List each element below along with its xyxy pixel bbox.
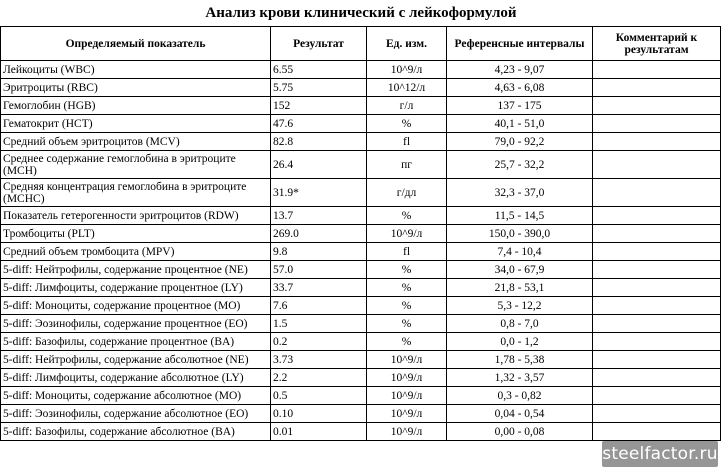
unit-cell: 10^9/л xyxy=(367,387,447,405)
comment-cell xyxy=(593,179,721,207)
reference-cell: 1,32 - 3,57 xyxy=(447,369,593,387)
column-header-result: Результат xyxy=(271,27,367,61)
table-row xyxy=(1,405,721,423)
comment-cell xyxy=(593,115,721,133)
unit-cell: fl xyxy=(367,133,447,151)
indicator-cell: 5-diff: Моноциты, содержание процентное (MO) xyxy=(1,297,271,315)
result-cell: 26.4 xyxy=(271,151,367,179)
comment-cell xyxy=(593,97,721,115)
result-cell: 1.5 xyxy=(271,315,367,333)
reference-cell: 137 - 175 xyxy=(447,97,593,115)
unit-cell: г/дл xyxy=(367,179,447,207)
comment-cell xyxy=(593,79,721,97)
unit-cell: 10^9/л xyxy=(367,225,447,243)
column-header-comment: Комментарий к результатам xyxy=(593,27,721,61)
indicator-cell: 5-diff: Нейтрофилы, содержание процентное (NE) xyxy=(1,261,271,279)
result-cell: 47.6 xyxy=(271,115,367,133)
unit-cell: 10^9/л xyxy=(367,61,447,79)
reference-cell: 40,1 - 51,0 xyxy=(447,115,593,133)
table-row xyxy=(1,261,721,279)
comment-cell xyxy=(593,151,721,179)
comment-cell xyxy=(593,133,721,151)
unit-cell: г/л xyxy=(367,97,447,115)
table-row xyxy=(1,243,721,261)
result-cell: 33.7 xyxy=(271,279,367,297)
result-cell: 152 xyxy=(271,97,367,115)
indicator-cell: 5-diff: Моноциты, содержание абсолютное (MO) xyxy=(1,387,271,405)
reference-cell: 7,4 - 10,4 xyxy=(447,243,593,261)
table-row xyxy=(1,315,721,333)
reference-cell: 5,3 - 12,2 xyxy=(447,297,593,315)
indicator-cell: 5-diff: Эозинофилы, содержание абсолютное (EO) xyxy=(1,405,271,423)
table-row xyxy=(1,97,721,115)
reference-cell: 21,8 - 53,1 xyxy=(447,279,593,297)
unit-cell: 10^9/л xyxy=(367,369,447,387)
comment-cell xyxy=(593,333,721,351)
reference-cell: 150,0 - 390,0 xyxy=(447,225,593,243)
indicator-cell: 5-diff: Эозинофилы, содержание процентное (EO) xyxy=(1,315,271,333)
result-cell: 5.75 xyxy=(271,79,367,97)
comment-cell xyxy=(593,423,721,441)
table-row xyxy=(1,423,721,441)
document-title: Анализ крови клинический с лейкоформулой xyxy=(205,5,517,21)
table-row xyxy=(1,351,721,369)
unit-cell: пг xyxy=(367,151,447,179)
reference-cell: 4,23 - 9,07 xyxy=(447,61,593,79)
result-cell: 0.01 xyxy=(271,423,367,441)
unit-cell: % xyxy=(367,261,447,279)
indicator-cell: 5-diff: Лимфоциты, содержание процентное (LY) xyxy=(1,279,271,297)
table-row xyxy=(1,79,721,97)
indicator-cell: Гемоглобин (HGB) xyxy=(1,97,271,115)
indicator-cell: Среднее содержание гемоглобина в эритроците (MCH) xyxy=(1,151,271,179)
unit-cell: % xyxy=(367,115,447,133)
table-row xyxy=(1,297,721,315)
table-header-row xyxy=(1,27,721,61)
column-header-unit: Ед. изм. xyxy=(367,27,447,61)
table-row xyxy=(1,133,721,151)
reference-cell: 34,0 - 67,9 xyxy=(447,261,593,279)
result-cell: 3.73 xyxy=(271,351,367,369)
result-cell: 7.6 xyxy=(271,297,367,315)
table-row xyxy=(1,179,721,207)
table-body xyxy=(1,61,721,441)
reference-cell: 25,7 - 32,2 xyxy=(447,151,593,179)
table-row xyxy=(1,207,721,225)
comment-cell xyxy=(593,369,721,387)
reference-cell: 0,04 - 0,54 xyxy=(447,405,593,423)
result-cell: 13.7 xyxy=(271,207,367,225)
indicator-cell: Гематокрит (HCT) xyxy=(1,115,271,133)
table-row xyxy=(1,225,721,243)
comment-cell xyxy=(593,315,721,333)
comment-cell xyxy=(593,351,721,369)
unit-cell: % xyxy=(367,297,447,315)
unit-cell: 10^9/л xyxy=(367,351,447,369)
indicator-cell: Лейкоциты (WBC) xyxy=(1,61,271,79)
table-row xyxy=(1,387,721,405)
result-cell: 0.10 xyxy=(271,405,367,423)
results-table xyxy=(0,26,721,441)
result-cell: 82.8 xyxy=(271,133,367,151)
reference-cell: 0,00 - 0,08 xyxy=(447,423,593,441)
table-row xyxy=(1,151,721,179)
comment-cell xyxy=(593,225,721,243)
comment-cell xyxy=(593,279,721,297)
reference-cell: 0,0 - 1,2 xyxy=(447,333,593,351)
unit-cell: 10^9/л xyxy=(367,405,447,423)
result-cell: 0.5 xyxy=(271,387,367,405)
column-header-reference: Референсные интервалы xyxy=(447,27,593,61)
comment-cell xyxy=(593,207,721,225)
reference-cell: 4,63 - 6,08 xyxy=(447,79,593,97)
indicator-cell: Показатель гетерогенности эритроцитов (RDW) xyxy=(1,207,271,225)
result-cell: 6.55 xyxy=(271,61,367,79)
comment-cell xyxy=(593,387,721,405)
table-row xyxy=(1,333,721,351)
comment-cell xyxy=(593,297,721,315)
comment-cell xyxy=(593,243,721,261)
comment-cell xyxy=(593,61,721,79)
indicator-cell: 5-diff: Лимфоциты, содержание абсолютное (LY) xyxy=(1,369,271,387)
reference-cell: 1,78 - 5,38 xyxy=(447,351,593,369)
table-row xyxy=(1,115,721,133)
indicator-cell: Эритроциты (RBC) xyxy=(1,79,271,97)
indicator-cell: 5-diff: Нейтрофилы, содержание абсолютное (NE) xyxy=(1,351,271,369)
result-cell: 2.2 xyxy=(271,369,367,387)
reference-cell: 32,3 - 37,0 xyxy=(447,179,593,207)
unit-cell: % xyxy=(367,333,447,351)
comment-cell xyxy=(593,405,721,423)
reference-cell: 11,5 - 14,5 xyxy=(447,207,593,225)
reference-cell: 79,0 - 92,2 xyxy=(447,133,593,151)
unit-cell: % xyxy=(367,207,447,225)
indicator-cell: Средняя концентрация гемоглобина в эритроците (MCHC) xyxy=(1,179,271,207)
table-row xyxy=(1,279,721,297)
result-cell: 31.9* xyxy=(271,179,367,207)
result-cell: 0.2 xyxy=(271,333,367,351)
reference-cell: 0,3 - 0,82 xyxy=(447,387,593,405)
table-row xyxy=(1,369,721,387)
reference-cell: 0,8 - 7,0 xyxy=(447,315,593,333)
unit-cell: fl xyxy=(367,243,447,261)
table-row xyxy=(1,61,721,79)
unit-cell: % xyxy=(367,315,447,333)
result-cell: 9.8 xyxy=(271,243,367,261)
result-cell: 269.0 xyxy=(271,225,367,243)
watermark: steelfactor.ru xyxy=(602,441,718,467)
unit-cell: % xyxy=(367,279,447,297)
unit-cell: 10^12/л xyxy=(367,79,447,97)
comment-cell xyxy=(593,261,721,279)
indicator-cell: Тромбоциты (PLT) xyxy=(1,225,271,243)
result-cell: 57.0 xyxy=(271,261,367,279)
indicator-cell: Средний объем эритроцитов (MCV) xyxy=(1,133,271,151)
indicator-cell: Средний объем тромбоцита (MPV) xyxy=(1,243,271,261)
unit-cell: 10^9/л xyxy=(367,423,447,441)
column-header-indicator: Определяемый показатель xyxy=(1,27,271,61)
indicator-cell: 5-diff: Базофилы, содержание абсолютное (BA) xyxy=(1,423,271,441)
indicator-cell: 5-diff: Базофилы, содержание процентное (BA) xyxy=(1,333,271,351)
